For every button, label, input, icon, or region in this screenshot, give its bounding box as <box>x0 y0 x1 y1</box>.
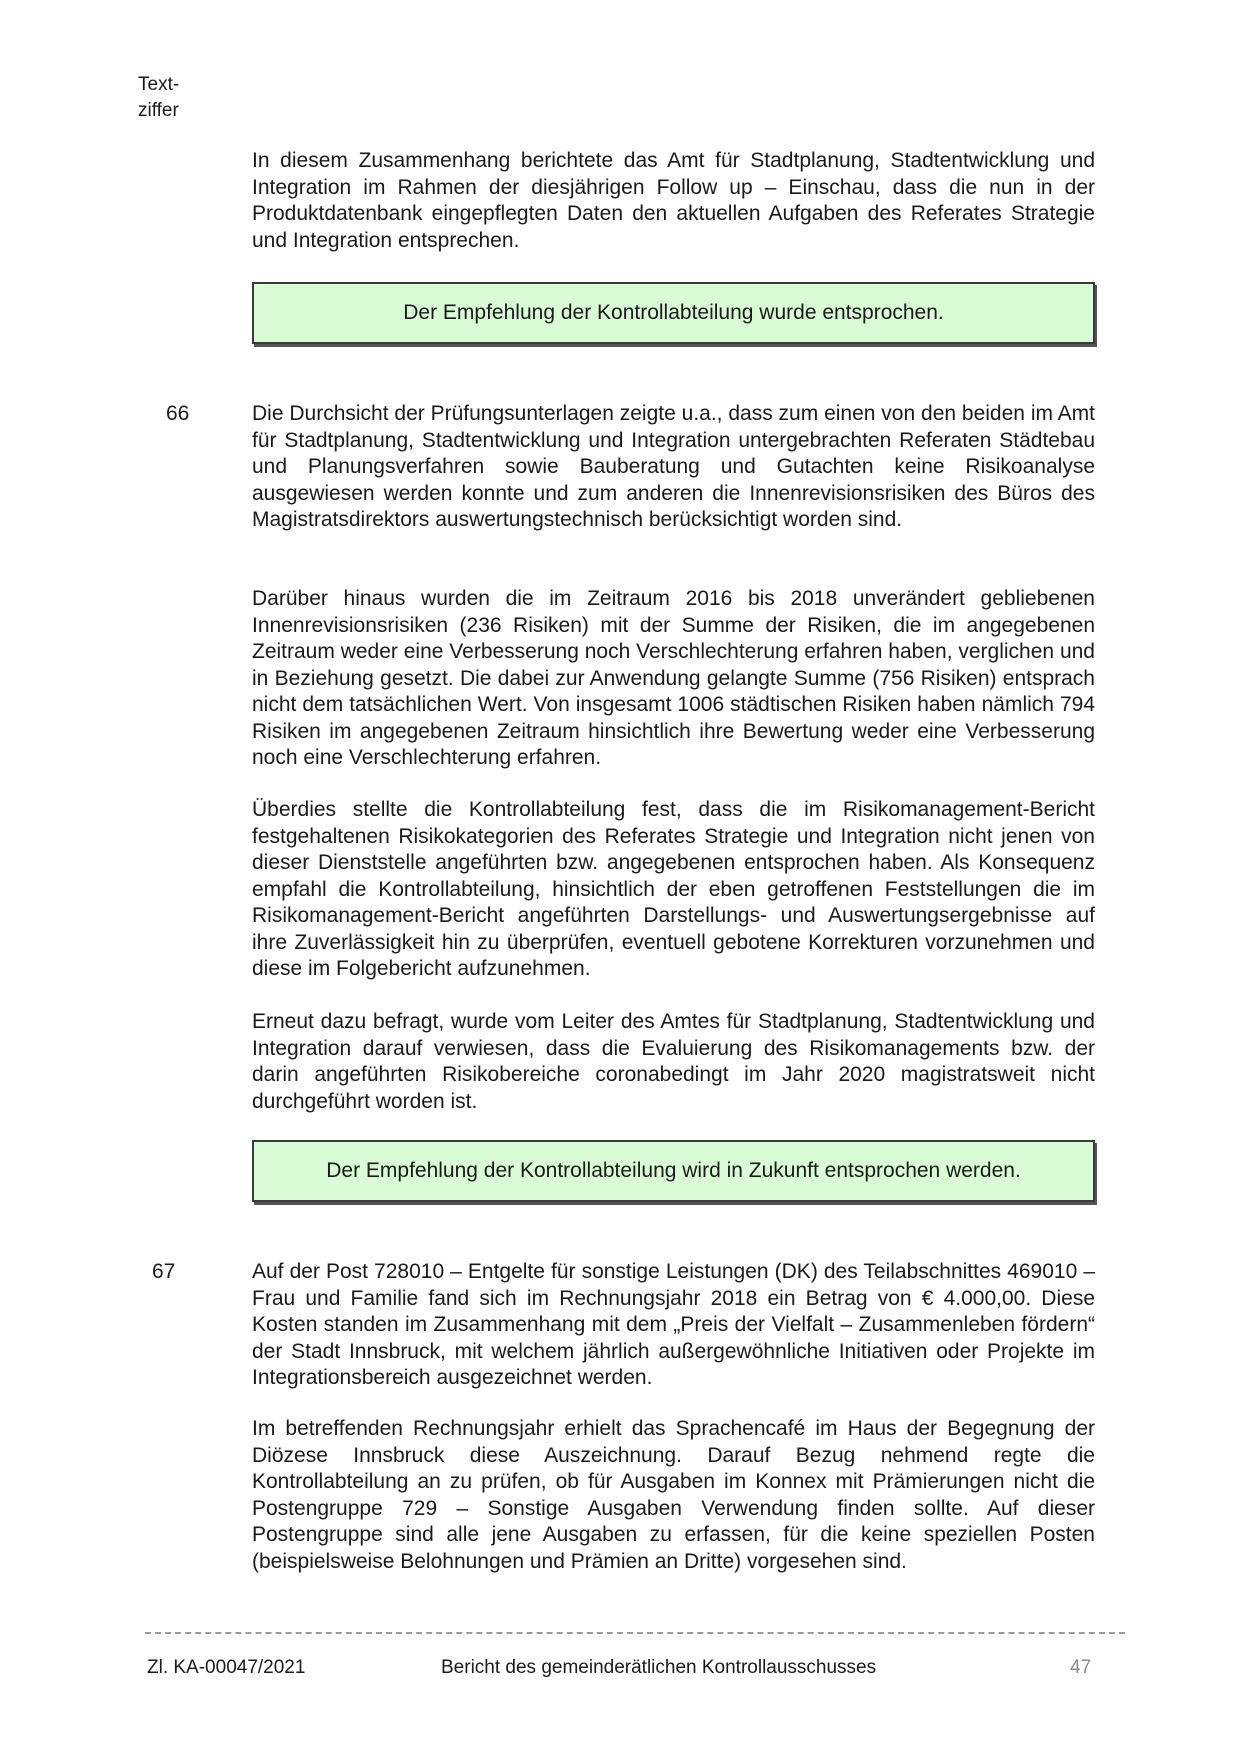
paragraph-text: Auf der Post 728010 – Entgelte für sonstige Leistungen (DK) des Teilabschnittes 469010 – Frau und Familie fand sich im Rechnungsjahr 2018 ein Betrag von € 4.000,00. Diese Kosten standen im Zusammenhang mit dem „Preis der Vielfalt – Zusammenleben fördern“ der Stadt Innsbruck, mit welchem jährlich außergewöhnliche Initiativen oder Projekte im Integrationsbereich ausgezeichnet werden. <box>252 1260 1095 1389</box>
paragraph-text: Die Durchsicht der Prüfungsunterlagen zeigte u.a., dass zum einen von den beiden im Amt für Stadtplanung, Stadtentwicklung und Integration untergebrachten Referaten Städtebau und Planungsverfahren sowie Bauberatung und Gutachten keine Risikoanalyse ausgewiesen werden konnte und zum anderen die Innenrevisionsrisiken des Büros des Magistratsdirektors auswertungstechnisch berücksichtigt worden sind. <box>252 402 1095 531</box>
paragraph-text: Darüber hinaus wurden die im Zeitraum 2016 bis 2018 unverändert gebliebenen Innenrevisionsrisiken (236 Risiken) mit der Summe der Risiken, die im angegebenen Zeitraum weder eine Verbesserung noch Verschlechterung erfahren haben, verglichen und in Beziehung gesetzt. Die dabei zur Anwendung gelangte Summe (756 Risiken) entsprach nicht dem tatsächlichen Wert. Von insgesamt 1006 städtischen Risiken haben nämlich 794 Risiken im angegebenen Zeitraum hinsichtlich ihre Bewertung weder eine Verbesserung noch eine Verschlechterung erfahren. <box>252 587 1095 769</box>
margin-label-textziffer <box>138 72 179 124</box>
recommendation-box-1 <box>252 282 1095 344</box>
textziffer-66: 66 <box>166 402 190 425</box>
recommendation-box-1-text: Der Empfehlung der Kontrollabteilung wurde entsprochen. <box>403 301 944 324</box>
section-66-paragraph-2 <box>252 586 1095 772</box>
section-67-paragraph-2 <box>252 1416 1095 1575</box>
recommendation-box-2 <box>252 1140 1095 1202</box>
textziffer-67: 67 <box>152 1260 176 1283</box>
footer-reference: Zl. KA-00047/2021 <box>147 1657 306 1678</box>
intro-paragraph: In diesem Zusammenhang berichtete das Amt für Stadtplanung, Stadtentwicklung und Integration im Rahmen der diesjährigen Follow up – Einschau, dass die nun in der Produktdatenbank eingepflegten Daten den aktuellen Aufgaben des Referates Strategie und Integration entsprechen. <box>252 149 1095 252</box>
section-66-paragraph-1 <box>252 401 1095 534</box>
footer-page-number: 47 <box>1070 1657 1092 1678</box>
paragraph-text: Im betreffenden Rechnungsjahr erhielt das Sprachencafé im Haus der Begegnung der Diözese Innsbruck diese Auszeichnung. Darauf Bezug nehmend regte die Kontrollabteilung an zu prüfen, ob für Ausgaben im Konnex mit Prämierungen nicht die Postengruppe 729 – Sonstige Ausgaben Verwendung finden sollte. Auf dieser Postengruppe sind alle jene Ausgaben zu erfassen, für die keine speziellen Posten (beispielsweise Belohnungen und Prämien an Dritte) vorgesehen sind. <box>252 1417 1095 1573</box>
footer-divider <box>145 1632 1125 1634</box>
section-67-paragraph-1 <box>252 1259 1095 1392</box>
paragraph-text: Erneut dazu befragt, wurde vom Leiter des Amtes für Stadtplanung, Stadtentwicklung und Integration darauf verwiesen, dass die Evaluierung des Risikomanagements bzw. der darin angeführten Risikobereiche coronabedingt im Jahr 2020 magistratsweit nicht durchgeführt worden ist. <box>252 1010 1095 1113</box>
margin-label-line1: Text- <box>138 74 180 95</box>
paragraph-text: Überdies stellte die Kontrollabteilung fest, dass die im Risikomanagement-Bericht festgehaltenen Risikokategorien des Referates Strategie und Integration nicht jenen von dieser Dienststelle angeführten bzw. angegebenen entsprochen haben. Als Konsequenz empfahl die Kontrollabteilung, hinsichtlich der eben getroffenen Feststellungen die im Risikomanagement-Bericht angeführten Darstellungs- und Auswertungsergebnisse auf ihre Zuverlässigkeit hin zu überprüfen, eventuell gebotene Korrekturen vorzunehmen und diese im Folgebericht aufzunehmen. <box>252 798 1095 980</box>
section-66-paragraph-3 <box>252 797 1095 983</box>
intro-section <box>252 148 1095 254</box>
recommendation-box-2-text: Der Empfehlung der Kontrollabteilung wird in Zukunft entsprochen werden. <box>326 1159 1021 1182</box>
margin-label-line2: ziffer <box>138 100 179 121</box>
footer-title: Bericht des gemeinderätlichen Kontrollausschusses <box>441 1657 877 1678</box>
section-66-paragraph-4 <box>252 1009 1095 1115</box>
